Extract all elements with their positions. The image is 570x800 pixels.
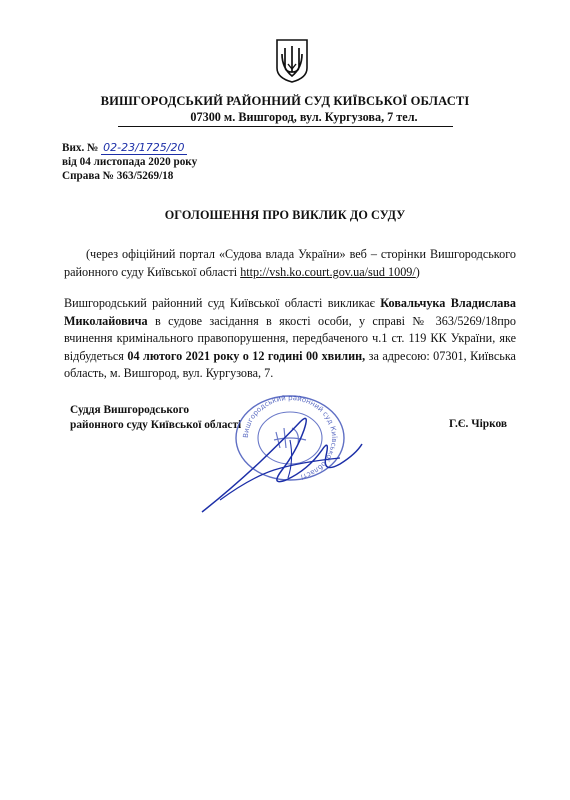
note-text: (через офіційний портал «Судова влада України» веб – сторінки Вишгородського районного суду Київської області [64, 247, 516, 279]
body-part2: в судове засідання в якості особи, у справі № 363/5269/18про вчинення кримінального правопорушення, передбаченого ч.1 ст. 119 КК України, яке відбудеться [64, 313, 516, 363]
court-name: ВИШГОРОДСЬКИЙ РАЙОННИЙ СУД КИЇВСЬКОЇ ОБЛАСТІ [100, 94, 470, 108]
outgoing-number-line [62, 141, 197, 155]
judge-title-line1: Суддя Вишгородського [70, 404, 190, 416]
judge-name: Г.Є. Чірков [449, 418, 508, 430]
header-divider [118, 126, 453, 127]
body-part1: Вишгородський районний суд Київської області викликає [64, 296, 381, 310]
document-title: ОГОЛОШЕННЯ ПРО ВИКЛИК ДО СУДУ [164, 208, 406, 222]
summoned-person: Ковальчука Владислава Миколайовича [64, 296, 516, 328]
hearing-datetime: 04 лютого 2021 року о 12 годині 00 хвилин, [127, 348, 366, 363]
case-number: Справа № 363/5269/18 [62, 170, 174, 182]
publication-note [64, 246, 516, 281]
judge-title-line2: районного суду Київської області [70, 419, 242, 431]
court-address: 07300 м. Вишгород, вул. Кургузова, 7 тел. [190, 110, 418, 124]
summons-body [64, 295, 516, 383]
outgoing-number-handwritten: 02-23/1725/20 [103, 141, 185, 154]
handwritten-signature [190, 400, 370, 520]
stamp-ring-text: Вишгородський районний суд Київської області [241, 393, 339, 481]
court-portal-link[interactable]: http://vsh.ko.court.gov.ua/sud 1009/ [240, 264, 416, 279]
trident-emblem-icon [275, 38, 309, 84]
outgoing-number-label: Вих. № [62, 142, 99, 154]
outgoing-block [62, 141, 197, 183]
body-part3: за адресою: 07301, Київська область, м. Вишгород, вул. Кургузова, 7. [64, 348, 516, 380]
outgoing-date: від 04 листопада 2020 року [62, 156, 198, 168]
note-close: ) [415, 264, 420, 279]
